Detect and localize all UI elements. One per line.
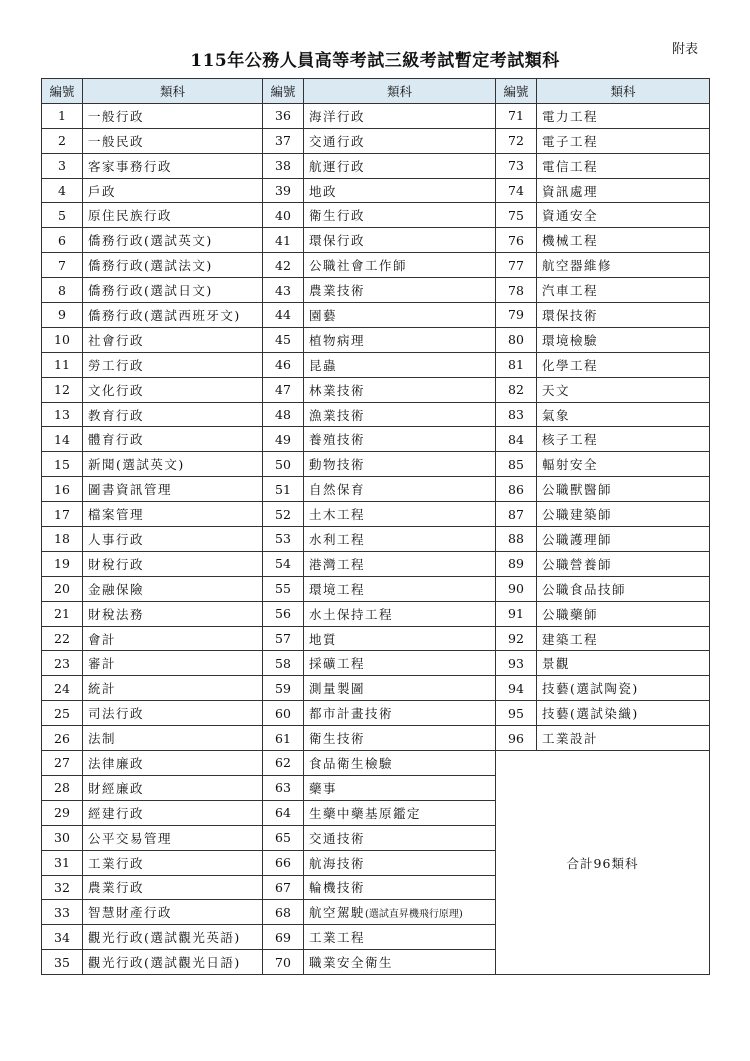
category-number: 85 [496, 452, 537, 477]
category-name [304, 900, 496, 925]
category-name: 化學工程 [537, 352, 710, 377]
table-row [42, 128, 710, 153]
category-number: 1 [42, 103, 83, 128]
category-number: 55 [263, 576, 304, 601]
category-name: 農業行政 [83, 875, 263, 900]
table-row [42, 551, 710, 576]
category-name: 公平交易管理 [83, 825, 263, 850]
category-name: 財稅法務 [83, 601, 263, 626]
category-name-text: 漁業技術 [309, 407, 366, 423]
header-row [42, 79, 710, 104]
table-row [42, 253, 710, 278]
category-name: 技藝(選試陶瓷) [537, 676, 710, 701]
category-number: 92 [496, 626, 537, 651]
category-name: 公職護理師 [537, 527, 710, 552]
category-number: 37 [263, 128, 304, 153]
category-name: 會計 [83, 626, 263, 651]
category-number: 29 [42, 800, 83, 825]
category-number: 28 [42, 775, 83, 800]
category-number: 89 [496, 551, 537, 576]
category-number: 27 [42, 751, 83, 776]
category-name [304, 278, 496, 303]
category-name: 公職藥師 [537, 601, 710, 626]
header-num-1: 編號 [42, 79, 83, 104]
category-name: 客家事務行政 [83, 153, 263, 178]
category-name [304, 178, 496, 203]
category-name-text: 農業技術 [309, 283, 366, 299]
category-number: 14 [42, 427, 83, 452]
category-number: 5 [42, 203, 83, 228]
category-number: 44 [263, 303, 304, 328]
table-row [42, 228, 710, 253]
category-name [304, 751, 496, 776]
category-name: 僑務行政(選試西班牙文) [83, 303, 263, 328]
category-name: 社會行政 [83, 327, 263, 352]
category-name [304, 128, 496, 153]
category-name-text: 海洋行政 [309, 108, 366, 124]
category-name-text: 地質 [309, 631, 338, 647]
category-number: 88 [496, 527, 537, 552]
table-row [42, 527, 710, 552]
category-number: 94 [496, 676, 537, 701]
category-number: 66 [263, 850, 304, 875]
category-number: 84 [496, 427, 537, 452]
category-name-text: 衛生行政 [309, 208, 366, 224]
category-number: 35 [42, 950, 83, 975]
category-name-text: 交通行政 [309, 133, 366, 149]
category-name [304, 950, 496, 975]
category-name [304, 775, 496, 800]
category-number: 82 [496, 377, 537, 402]
category-number: 25 [42, 701, 83, 726]
category-number: 10 [42, 327, 83, 352]
category-name: 財稅行政 [83, 551, 263, 576]
category-name [304, 527, 496, 552]
category-name: 電子工程 [537, 128, 710, 153]
category-name: 電信工程 [537, 153, 710, 178]
category-name: 電力工程 [537, 103, 710, 128]
category-name: 資通安全 [537, 203, 710, 228]
category-number: 57 [263, 626, 304, 651]
category-number: 11 [42, 352, 83, 377]
category-name: 公職營養師 [537, 551, 710, 576]
header-num-2: 編號 [263, 79, 304, 104]
category-name: 資訊處理 [537, 178, 710, 203]
category-name: 勞工行政 [83, 352, 263, 377]
category-name [304, 327, 496, 352]
category-name [304, 377, 496, 402]
category-number: 2 [42, 128, 83, 153]
category-number: 8 [42, 278, 83, 303]
category-name-text: 水利工程 [309, 531, 366, 547]
category-name-text: 動物技術 [309, 457, 366, 473]
category-name: 法制 [83, 726, 263, 751]
category-name: 建築工程 [537, 626, 710, 651]
category-number: 83 [496, 402, 537, 427]
category-number: 53 [263, 527, 304, 552]
category-name-text: 土木工程 [309, 507, 366, 523]
category-name [304, 676, 496, 701]
table-row [42, 726, 710, 751]
table-row [42, 477, 710, 502]
category-name: 機械工程 [537, 228, 710, 253]
category-name: 原住民族行政 [83, 203, 263, 228]
category-name-text: 環境工程 [309, 581, 366, 597]
category-number: 9 [42, 303, 83, 328]
category-name [304, 875, 496, 900]
category-name-text: 職業安全衛生 [309, 955, 394, 971]
total-count: 合計96類科 [496, 751, 710, 975]
category-number: 45 [263, 327, 304, 352]
category-name [304, 825, 496, 850]
category-number: 54 [263, 551, 304, 576]
category-name: 教育行政 [83, 402, 263, 427]
category-name [304, 651, 496, 676]
category-number: 26 [42, 726, 83, 751]
category-name: 一般行政 [83, 103, 263, 128]
category-number: 21 [42, 601, 83, 626]
table-row [42, 502, 710, 527]
category-name: 戶政 [83, 178, 263, 203]
category-name [304, 452, 496, 477]
category-number: 46 [263, 352, 304, 377]
table-row [42, 178, 710, 203]
category-name: 輻射安全 [537, 452, 710, 477]
category-name: 金融保險 [83, 576, 263, 601]
exam-categories-table [41, 78, 710, 975]
category-name [304, 551, 496, 576]
category-name: 景觀 [537, 651, 710, 676]
table-row [42, 576, 710, 601]
category-name-text: 林業技術 [309, 382, 366, 398]
category-name-text: 自然保育 [309, 482, 366, 498]
category-number: 40 [263, 203, 304, 228]
category-name-text: 水土保持工程 [309, 606, 394, 622]
category-name: 司法行政 [83, 701, 263, 726]
category-number: 31 [42, 850, 83, 875]
category-number: 62 [263, 751, 304, 776]
category-number: 63 [263, 775, 304, 800]
category-name-text: 生藥中藥基原鑑定 [309, 805, 422, 821]
category-name [304, 253, 496, 278]
category-number: 76 [496, 228, 537, 253]
category-number: 7 [42, 253, 83, 278]
category-name-text: 公職社會工作師 [309, 258, 408, 274]
category-name [304, 203, 496, 228]
category-number: 65 [263, 825, 304, 850]
category-name-text: 航海技術 [309, 855, 366, 871]
category-number: 74 [496, 178, 537, 203]
category-name: 審計 [83, 651, 263, 676]
category-number: 95 [496, 701, 537, 726]
category-number: 91 [496, 601, 537, 626]
category-number: 64 [263, 800, 304, 825]
category-number: 86 [496, 477, 537, 502]
category-name: 檔案管理 [83, 502, 263, 527]
header-name-1: 類科 [83, 79, 263, 104]
table-row [42, 103, 710, 128]
category-number: 12 [42, 377, 83, 402]
category-name [304, 228, 496, 253]
category-name [304, 726, 496, 751]
category-number: 61 [263, 726, 304, 751]
category-name [304, 153, 496, 178]
category-name-text: 地政 [309, 183, 338, 199]
category-name: 僑務行政(選試英文) [83, 228, 263, 253]
category-name-text: 衛生技術 [309, 731, 366, 747]
category-name [304, 925, 496, 950]
category-name: 環保技術 [537, 303, 710, 328]
category-name: 工業設計 [537, 726, 710, 751]
category-number: 38 [263, 153, 304, 178]
category-number: 43 [263, 278, 304, 303]
category-number: 4 [42, 178, 83, 203]
category-name [304, 576, 496, 601]
category-number: 77 [496, 253, 537, 278]
category-name: 新聞(選試英文) [83, 452, 263, 477]
category-name: 僑務行政(選試法文) [83, 253, 263, 278]
category-name-text: 航運行政 [309, 158, 366, 174]
category-name-text: 港灣工程 [309, 556, 366, 572]
category-name-text: 環保行政 [309, 233, 366, 249]
table-row [42, 427, 710, 452]
category-name: 天文 [537, 377, 710, 402]
category-number: 48 [263, 402, 304, 427]
table-row [42, 651, 710, 676]
category-number: 72 [496, 128, 537, 153]
category-name [304, 477, 496, 502]
category-number: 30 [42, 825, 83, 850]
category-name: 氣象 [537, 402, 710, 427]
table-row [42, 402, 710, 427]
category-number: 93 [496, 651, 537, 676]
category-name [304, 427, 496, 452]
category-number: 32 [42, 875, 83, 900]
header-name-2: 類科 [304, 79, 496, 104]
category-number: 13 [42, 402, 83, 427]
table-row [42, 701, 710, 726]
category-name: 工業行政 [83, 850, 263, 875]
category-name-text: 都市計畫技術 [309, 706, 394, 722]
category-name-text: 採礦工程 [309, 656, 366, 672]
category-name-text: 昆蟲 [309, 357, 338, 373]
category-name: 體育行政 [83, 427, 263, 452]
category-number: 68 [263, 900, 304, 925]
table-row [42, 452, 710, 477]
category-name [304, 601, 496, 626]
category-number: 70 [263, 950, 304, 975]
category-name-text: 工業工程 [309, 930, 366, 946]
category-name: 僑務行政(選試日文) [83, 278, 263, 303]
category-number: 96 [496, 726, 537, 751]
category-name: 技藝(選試染織) [537, 701, 710, 726]
category-name: 汽車工程 [537, 278, 710, 303]
category-number: 3 [42, 153, 83, 178]
category-number: 73 [496, 153, 537, 178]
category-name [304, 103, 496, 128]
category-number: 67 [263, 875, 304, 900]
category-number: 24 [42, 676, 83, 701]
category-name: 圖書資訊管理 [83, 477, 263, 502]
category-number: 71 [496, 103, 537, 128]
category-number: 59 [263, 676, 304, 701]
table-row [42, 153, 710, 178]
category-name: 一般民政 [83, 128, 263, 153]
category-number: 79 [496, 303, 537, 328]
table-row [42, 203, 710, 228]
category-name [304, 502, 496, 527]
category-name-text: 園藝 [309, 307, 338, 323]
category-number: 17 [42, 502, 83, 527]
category-name: 文化行政 [83, 377, 263, 402]
table-row [42, 626, 710, 651]
category-name-text: 航空駕駛 [309, 905, 366, 921]
category-number: 16 [42, 477, 83, 502]
category-name: 公職獸醫師 [537, 477, 710, 502]
category-number: 34 [42, 925, 83, 950]
category-number: 42 [263, 253, 304, 278]
category-number: 56 [263, 601, 304, 626]
category-name [304, 626, 496, 651]
category-number: 75 [496, 203, 537, 228]
category-name-text: 交通技術 [309, 830, 366, 846]
category-number: 39 [263, 178, 304, 203]
category-name: 法律廉政 [83, 751, 263, 776]
category-name: 觀光行政(選試觀光英語) [83, 925, 263, 950]
category-number: 69 [263, 925, 304, 950]
annex-label: 附表 [671, 42, 698, 57]
category-number: 81 [496, 352, 537, 377]
category-number: 18 [42, 527, 83, 552]
category-number: 19 [42, 551, 83, 576]
category-name: 統計 [83, 676, 263, 701]
table-row [42, 278, 710, 303]
page-title: 115年公務人員高等考試三級考試暫定考試類科 [190, 51, 560, 71]
header-num-3: 編號 [496, 79, 537, 104]
category-name-text: 養殖技術 [309, 432, 366, 448]
table-row [42, 352, 710, 377]
category-subnote: (選試直昇機飛行原理) [365, 909, 463, 921]
table-row [42, 377, 710, 402]
category-name [304, 701, 496, 726]
category-number: 51 [263, 477, 304, 502]
table-row [42, 303, 710, 328]
category-number: 58 [263, 651, 304, 676]
category-number: 23 [42, 651, 83, 676]
category-number: 47 [263, 377, 304, 402]
category-name: 環境檢驗 [537, 327, 710, 352]
category-name: 財經廉政 [83, 775, 263, 800]
category-name [304, 352, 496, 377]
category-number: 20 [42, 576, 83, 601]
category-number: 90 [496, 576, 537, 601]
header-name-3: 類科 [537, 79, 710, 104]
table-row [42, 327, 710, 352]
table-row [42, 751, 710, 776]
category-number: 52 [263, 502, 304, 527]
category-number: 87 [496, 502, 537, 527]
category-name: 智慧財產行政 [83, 900, 263, 925]
category-name: 公職建築師 [537, 502, 710, 527]
category-name: 觀光行政(選試觀光日語) [83, 950, 263, 975]
table-row [42, 676, 710, 701]
category-name [304, 303, 496, 328]
category-name [304, 850, 496, 875]
category-number: 41 [263, 228, 304, 253]
category-number: 33 [42, 900, 83, 925]
category-number: 49 [263, 427, 304, 452]
category-name-text: 藥事 [309, 780, 338, 796]
category-number: 36 [263, 103, 304, 128]
category-name-text: 輪機技術 [309, 880, 366, 896]
category-number: 60 [263, 701, 304, 726]
category-name [304, 402, 496, 427]
category-number: 22 [42, 626, 83, 651]
table-row [42, 601, 710, 626]
category-number: 78 [496, 278, 537, 303]
category-name: 經建行政 [83, 800, 263, 825]
category-name [304, 800, 496, 825]
category-number: 6 [42, 228, 83, 253]
category-name-text: 測量製圖 [309, 681, 366, 697]
category-name: 公職食品技師 [537, 576, 710, 601]
category-number: 15 [42, 452, 83, 477]
category-name: 人事行政 [83, 527, 263, 552]
category-name-text: 食品衛生檢驗 [309, 755, 394, 771]
category-name: 核子工程 [537, 427, 710, 452]
category-number: 50 [263, 452, 304, 477]
category-name-text: 植物病理 [309, 332, 366, 348]
category-number: 80 [496, 327, 537, 352]
category-name: 航空器維修 [537, 253, 710, 278]
